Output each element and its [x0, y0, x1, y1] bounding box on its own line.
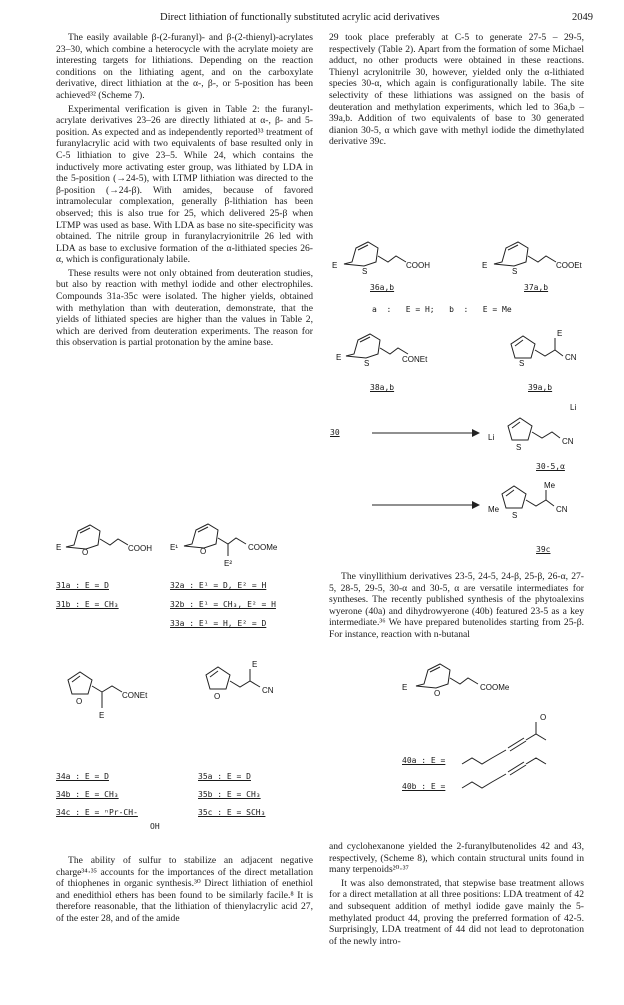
compound-36ab: 36a,b: [370, 283, 395, 292]
compound-31b: 31b : E = CH₃: [56, 600, 119, 609]
reaction-arrow: [372, 428, 482, 438]
paragraph: Experimental verification is given in Table 2: the furanyl-acrylate derivatives 23–26 are directly lithiated at α-, β- and 5-position. As expected and as independently reported³³ treatment of furanylacrylic acid with two equivalents of base resulted only in C-5 lithiation to give 23–5. While 24, which contains the inductively more activating ester group, was lithiated by LDA in the 5-position (→24-5), with LTMP lithiation was directed to the β-position (→24-β). With amides, because of favored intramolecular complexation, generally β-lithiation has been observed; this is also true for 25, which delivered 25-β when LTMP was used as base. With LDA as base no site-specificity was obtained. The nitrile group in furanylacryionitrile 26 led with LDA as base to exclusive formation of the α-lithiated species 26-α, which is configurationaly labile.: [56, 103, 313, 266]
hydroxy-label: OH: [150, 822, 160, 831]
compound-30: 30: [330, 428, 340, 437]
structure-36: [332, 238, 452, 288]
label-S: S: [362, 267, 368, 276]
compound-30-5-alpha: 30-5,α: [536, 462, 565, 471]
label-E: E: [482, 261, 488, 270]
running-title: Direct lithiation of functionally substituted acrylic acid derivatives: [160, 12, 440, 23]
compound-35a: 35a : E = D: [198, 772, 251, 781]
structure-39c: [488, 478, 598, 528]
label-COOMe: COOMe: [480, 683, 510, 692]
compound-40b: 40b : E =: [402, 782, 446, 791]
compound-34b: 34b : E = CH₃: [56, 790, 119, 799]
structure-35: [198, 655, 298, 715]
page-number: 2049: [572, 12, 593, 23]
label-E2: E²: [224, 559, 232, 568]
page-header: [0, 12, 624, 26]
right-column-text-middle: [329, 571, 584, 643]
label-CN: CN: [562, 437, 574, 446]
structure-38: [332, 326, 462, 381]
label-S: S: [516, 443, 522, 452]
paragraph: These results were not only obtained from deuteration studies, but also by reaction with methyl iodide and other electrophiles. Compounds 31a-35c were isolated. The higher yields, obtained with methylation than with deuteration, demonstrate, that the yields of lithiated species are higher than the values in Table 2, which are derived from deuteration experiments. The reason for this observation is partial protonation by the amine base.: [56, 267, 313, 349]
label-S: S: [364, 359, 370, 368]
compound-39c: 39c: [536, 545, 551, 554]
paragraph: 29 took place preferably at C-5 to generate 27-5 – 29-5, respectively (Table 2). Apart from the formation of some Michael adduct, no other products were obtained in these reactions. Thienyl acrylonitrile 30, however, yielded only the α-lithiated species 30-α, which again is configurationally labile. The site selectivity of these lithiations was assigned on the basis of deuteration and methylation experiments, which led to 36a,b – 39a,b. Addition of two equivalents of base to 30 generated dianion 30-5, α which gave with methyl iodide the dimethylated derivative 39c.: [329, 32, 584, 148]
label-Me: Me: [544, 481, 556, 490]
label-E: E: [332, 261, 338, 270]
label-E: E: [56, 543, 62, 552]
label-O: O: [82, 548, 89, 557]
compound-31a: 31a : E = D: [56, 581, 109, 590]
label-O: O: [540, 713, 547, 722]
label-O: O: [434, 689, 441, 698]
right-column-text: [329, 32, 584, 150]
label-O: O: [76, 697, 83, 706]
left-column-text-bottom: [56, 855, 313, 927]
left-column-text: [56, 32, 313, 351]
label-Me: Me: [488, 505, 500, 514]
compound-39ab: 39a,b: [528, 383, 553, 392]
label-Li: Li: [570, 403, 577, 412]
paragraph: The easily available β-(2-furanyl)- and β-(2-thienyl)-acrylates 23–30, which combine a heterocycle with the acrylate moiety are interesting targets for lithiations. Depending on the reaction conditions on the lithiating agent, and on the carboxylate derivative, direct lithiation at the α-, β-, or 5-position has been achieved³² (Scheme 7).: [56, 32, 313, 101]
compound-37ab: 37a,b: [524, 283, 549, 292]
label-COOEt: COOEt: [556, 261, 582, 270]
label-E: E: [402, 683, 408, 692]
compound-40a: 40a : E =: [402, 756, 446, 765]
label-E1: E¹: [170, 543, 178, 552]
structure-37: [482, 238, 602, 288]
structure-31: [56, 515, 176, 565]
label-Li: Li: [488, 433, 495, 442]
paragraph: The vinyllithium derivatives 23-5, 24-5, 24-β, 25-β, 26-α, 27-5, 28-5, 29-5, 30-α and 30-5, α are versatile intermediates for syntheses. The recently published synthesis of the phytoalexins wyerone (40a) and dihydrowyerone (40b) featured 23-5 as a key intermediate.³⁶ We have prepared butenolides starting from 25-β. For instance, reaction with n-butanal: [329, 571, 584, 640]
label-COOMe: COOMe: [248, 543, 278, 552]
substituent-definition: a : E = H; b : E = Me: [372, 305, 512, 314]
compound-34c: 34c : E = ⁿPr-CH-: [56, 808, 138, 817]
label-E: E: [99, 711, 105, 720]
label-E: E: [557, 329, 563, 338]
paragraph: and cyclohexanone yielded the 2-furanylbutenolides 42 and 43, respectively, (Scheme 8), which contain structural units found in many terpenoids²⁰·³⁷: [329, 841, 584, 876]
compound-32a: 32a : E¹ = D, E² = H: [170, 581, 267, 590]
compound-35c: 35c : E = SCH₃: [198, 808, 266, 817]
structure-34: [56, 660, 176, 735]
label-COOH: COOH: [406, 261, 430, 270]
reaction-arrow: [372, 500, 482, 510]
structure-40: [402, 650, 542, 710]
compound-32b: 32b : E¹ = CH₃, E² = H: [170, 600, 276, 609]
compound-35b: 35b : E = CH₃: [198, 790, 261, 799]
label-O: O: [200, 547, 207, 556]
compound-34a: 34a : E = D: [56, 772, 109, 781]
paragraph: It was also demonstrated, that stepwise base treatment allows for a direct metallation at all three positions: LDA treatment of 42 and subsequent addition of methyl iodide gave mainly the 5-methylated product 44, proving the preferred formation of 42-5. Surprisingly, LDA treatment of 44 did not lead to deprotonation of the newly intro-: [329, 877, 584, 947]
label-CONEt2: CONEt: [122, 691, 148, 700]
label-CN: CN: [262, 686, 274, 695]
label-O: O: [214, 692, 221, 701]
compound-38ab: 38a,b: [370, 383, 395, 392]
structure-30-dianion: [488, 400, 598, 460]
paragraph: The ability of sulfur to stabilize an adjacent negative charge³⁴·³⁵ accounts for the importances of the direct metallation of thiophenes in organic synthesis.³⁰ Direct lithiation of enethiol and enedithiol ethers has been found to be similarly facile.⁸ It is therefore reasonable, that the lithiation of thienylacrylic acid 27, of the ester 28, and of the amide: [56, 855, 313, 924]
label-S: S: [512, 511, 518, 520]
label-COOH: COOH: [128, 544, 152, 553]
label-S: S: [512, 267, 518, 276]
label-CONEt2: CONEt: [402, 355, 428, 364]
right-column-text-bottom: [329, 841, 584, 949]
label-S: S: [519, 359, 525, 368]
label-E: E: [252, 660, 258, 669]
label-CN: CN: [556, 505, 568, 514]
structure-39: [505, 330, 605, 380]
compound-33a: 33a : E¹ = H, E² = D: [170, 619, 267, 628]
label-CN: CN: [565, 353, 577, 362]
label-E: E: [336, 353, 342, 362]
structure-32: [170, 510, 310, 570]
side-chain-40b: [462, 752, 572, 792]
